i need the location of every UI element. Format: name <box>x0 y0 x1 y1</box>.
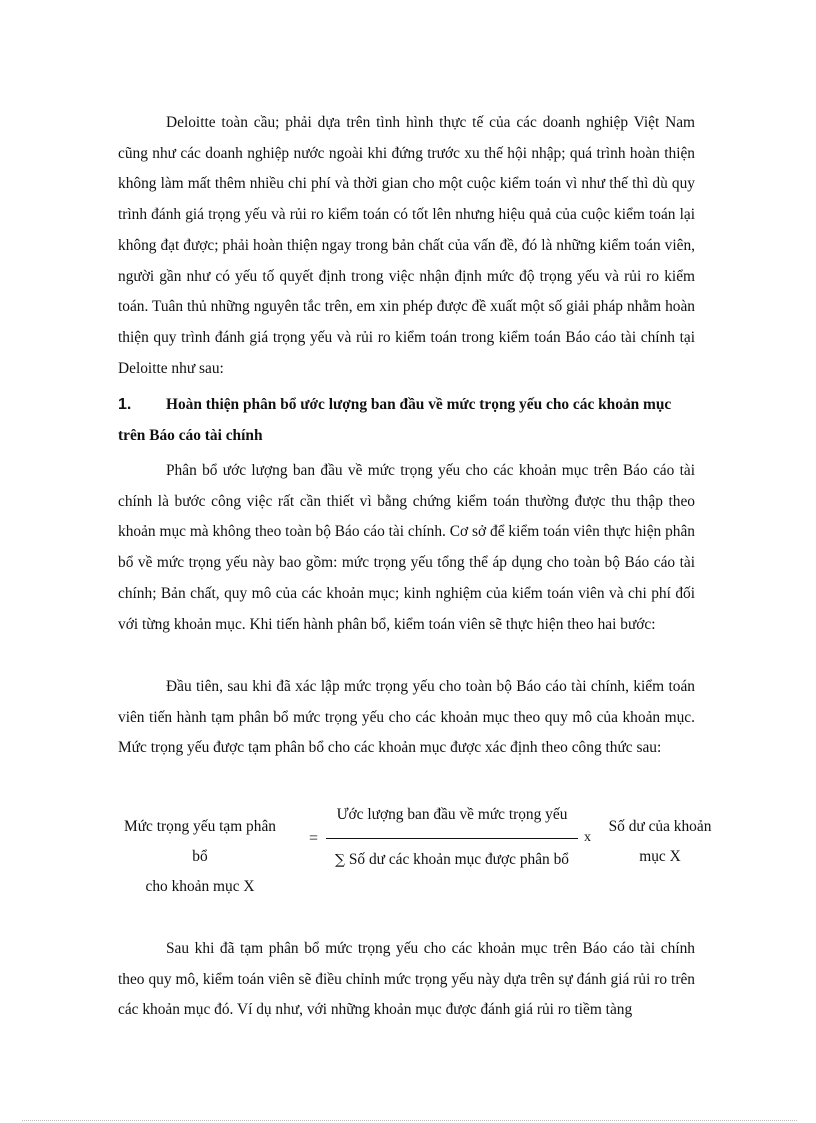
paragraph-first-step: Đầu tiên, sau khi đã xác lập mức trọng yếu cho toàn bộ Báo cáo tài chính, kiểm toán viên tiến hành tạm phân bổ mức trọng yếu cho các khoản mục theo quy mô của khoản mục. Mức trọng yếu được tạm phân bổ cho các khoản mục được xác định theo công thức sau: <box>118 678 695 757</box>
formula-denominator-text: Số dư các khoản mục được phân bổ <box>348 851 569 868</box>
formula-left-line2: cho khoản mục X <box>145 878 255 895</box>
formula-equals-sign: = <box>309 830 319 847</box>
section-heading <box>118 390 698 451</box>
formula-right-line2: mục X <box>639 848 681 865</box>
section-title-line2: trên Báo cáo tài chính <box>118 426 263 444</box>
formula-numerator: Ước lượng ban đầu về mức trọng yếu <box>336 806 568 823</box>
formula-left-term <box>120 812 280 902</box>
fraction-bar <box>326 838 578 839</box>
section-title-line1: Hoàn thiện phân bổ ước lượng ban đầu về mức trọng yếu cho các khoản mục <box>166 396 672 413</box>
sigma-symbol: ∑ <box>334 852 345 868</box>
materiality-formula <box>0 800 816 895</box>
paragraph-allocation: Phân bổ ước lượng ban đầu về mức trọng yếu cho các khoản mục trên Báo cáo tài chính là bước công việc rất cần thiết vì bằng chứng kiểm toán thường được thu thập theo khoản mục mà không theo toàn bộ Báo cáo tài chính. Cơ sở để kiểm toán viên thực hiện phân bổ về mức trọng yếu này bao gồm: mức trọng yếu tổng thể áp dụng cho toàn bộ Báo cáo tài chính; Bản chất, quy mô của các khoản mục; kinh nghiệm của kiểm toán viên và chi phí đối với từng khoản mục. Khi tiến hành phân bổ, kiểm toán viên sẽ thực hiện theo hai bước: <box>118 462 695 633</box>
formula-fraction <box>326 800 578 875</box>
section-number: 1. <box>118 396 132 413</box>
paragraph-adjustment: Sau khi đã tạm phân bổ mức trọng yếu cho các khoản mục trên Báo cáo tài chính theo quy mô, kiểm toán viên sẽ điều chỉnh mức trọng yếu này dựa trên sự đánh giá rủi ro trên các khoản mục đó. Ví dụ như, với những khoản mục được đánh giá rủi ro tiềm tàng <box>118 940 695 1019</box>
formula-denominator <box>326 845 578 875</box>
formula-multiply-sign: x <box>584 830 591 845</box>
formula-left-line1: Mức trọng yếu tạm phân bổ <box>124 818 276 865</box>
paragraph-intro: Deloitte toàn cầu; phải dựa trên tình hình thực tế của các doanh nghiệp Việt Nam cũng như các doanh nghiệp nước ngoài khi đứng trước xu thế hội nhập; quá trình hoàn thiện không làm mất thêm nhiều chi phí và thời gian cho một cuộc kiểm toán vì như thế thì dù quy trình đánh giá trọng yếu và rủi ro kiểm toán có tốt lên nhưng hiệu quả của cuộc kiểm toán lại không đạt được; phải hoàn thiện ngay trong bản chất của vấn đề, đó là những kiểm toán viên, người gần như có yếu tố quyết định trong việc nhận định mức độ trọng yếu và rủi ro kiểm toán. Tuân thủ những nguyên tắc trên, em xin phép được đề xuất một số giải pháp nhằm hoàn thiện quy trình đánh giá trọng yếu và rủi ro kiểm toán trong kiểm toán Báo cáo tài chính tại Deloitte như sau: <box>118 114 695 377</box>
formula-right-term <box>604 812 716 872</box>
page-bottom-divider <box>22 1120 797 1121</box>
formula-right-line1: Số dư của khoản <box>608 818 712 835</box>
